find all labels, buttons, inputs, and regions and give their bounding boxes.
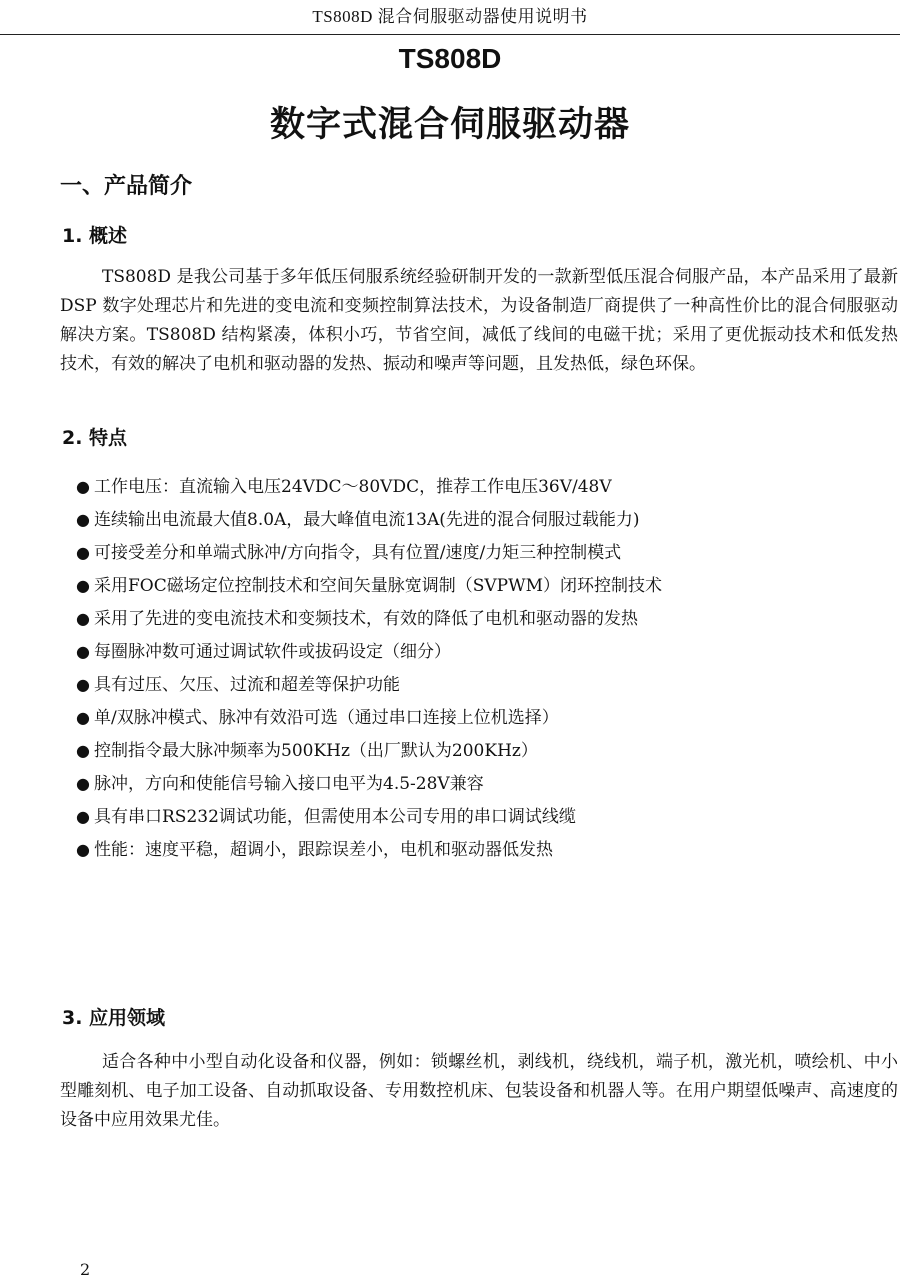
- feature-item: [76, 569, 886, 602]
- bullet-icon: ●: [76, 576, 90, 595]
- feature-text: 采用FOC磁场定位控制技术和空间矢量脉宽调制（SVPWM）闭环控制技术: [94, 576, 662, 596]
- document-title: 数字式混合伺服驱动器: [269, 105, 630, 145]
- feature-text: 可接受差分和单端式脉冲/方向指令，具有位置/速度/力矩三种控制模式: [94, 543, 622, 563]
- feature-item: [76, 800, 886, 833]
- feature-text: 控制指令最大脉冲频率为500KHz（出厂默认为200KHz）: [94, 741, 538, 761]
- bullet-icon: ●: [76, 543, 90, 562]
- bullet-icon: ●: [76, 708, 90, 727]
- feature-text: 脉冲，方向和使能信号输入接口电平为4.5-28V兼容: [94, 774, 484, 794]
- feature-text: 具有串口RS232调试功能，但需使用本公司专用的串口调试线缆: [94, 807, 576, 827]
- feature-item: [76, 536, 886, 569]
- feature-text: 工作电压：直流输入电压24VDC～80VDC，推荐工作电压36V/48V: [94, 477, 612, 497]
- bullet-icon: ●: [76, 774, 90, 793]
- running-header: TS808D 混合伺服驱动器使用说明书: [0, 0, 900, 35]
- feature-item: [76, 470, 886, 503]
- feature-text: 采用了先进的变电流技术和变频技术，有效的降低了电机和驱动器的发热: [94, 609, 638, 629]
- subheading-applications: 3. 应用领域: [62, 1007, 166, 1029]
- subheading-features: 2. 特点: [62, 427, 128, 449]
- feature-item: [76, 668, 886, 701]
- bullet-icon: ●: [76, 642, 90, 661]
- feature-item: [76, 602, 886, 635]
- product-model-title: TS808D: [398, 43, 502, 74]
- bullet-icon: ●: [76, 807, 90, 826]
- section-heading-product-intro: 一、产品简介: [60, 174, 193, 199]
- feature-item: [76, 734, 886, 767]
- feature-item: [76, 767, 886, 800]
- bullet-icon: ●: [76, 510, 90, 529]
- bullet-icon: ●: [76, 477, 90, 496]
- bullet-icon: ●: [76, 741, 90, 760]
- bullet-icon: ●: [76, 675, 90, 694]
- bullet-icon: ●: [76, 840, 90, 859]
- feature-text: 性能：速度平稳，超调小，跟踪误差小，电机和驱动器低发热: [94, 840, 553, 860]
- feature-list: [76, 470, 886, 866]
- feature-item: [76, 635, 886, 668]
- feature-text: 每圈脉冲数可通过调试软件或拔码设定（细分）: [94, 642, 451, 662]
- feature-text: 单/双脉冲模式、脉冲有效沿可选（通过串口连接上位机选择）: [94, 708, 559, 728]
- feature-item: [76, 833, 886, 866]
- bullet-icon: ●: [76, 609, 90, 628]
- overview-paragraph: TS808D 是我公司基于多年低压伺服系统经验研制开发的一款新型低压混合伺服产品，本产品采用了最新 DSP 数字处理芯片和先进的变电流和变频控制算法技术，为设备制造厂商提供了一种高性价比的混合伺服驱动解决方案。TS808D 结构紧凑，体积小巧，节省空间，减低了线间的电磁干扰；采用了更优振动技术和低发热技术，有效的解决了电机和驱动器的发热、振动和噪声等问题，且发热低，绿色环保。: [60, 267, 898, 374]
- applications-paragraph: 适合各种中小型自动化设备和仪器，例如：锁螺丝机，剥线机，绕线机，端子机，激光机，喷绘机、中小型雕刻机、电子加工设备、自动抓取设备、专用数控机床、包装设备和机器人等。在用户期望低噪声、高速度的设备中应用效果尤佳。: [60, 1052, 898, 1130]
- feature-text: 连续输出电流最大值8.0A，最大峰值电流13A(先进的混合伺服过载能力): [94, 510, 640, 530]
- feature-item: [76, 701, 886, 734]
- page-number: 2: [80, 1260, 91, 1279]
- subheading-overview: 1. 概述: [62, 225, 128, 247]
- feature-item: [76, 503, 886, 536]
- feature-text: 具有过压、欠压、过流和超差等保护功能: [94, 675, 400, 695]
